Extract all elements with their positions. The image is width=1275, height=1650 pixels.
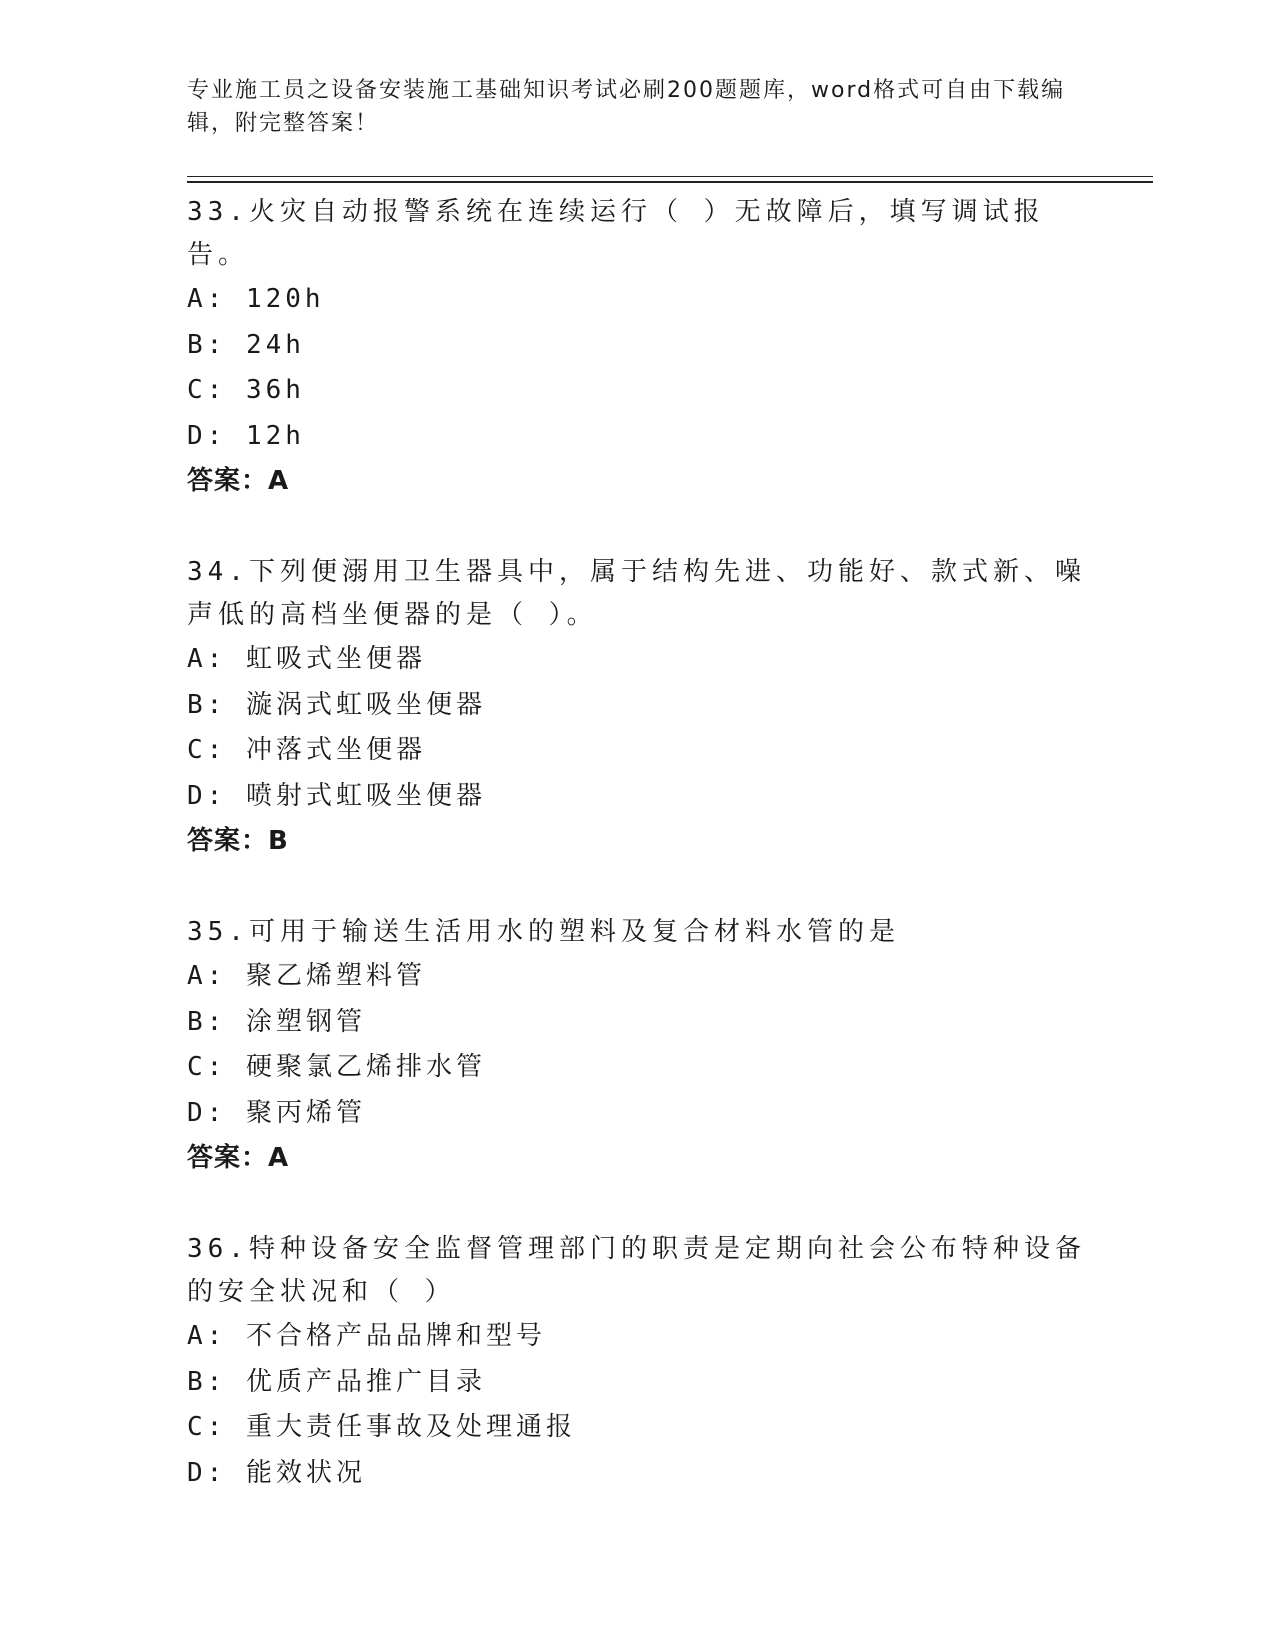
- question-list: [187, 191, 1087, 1496]
- question-35: [187, 911, 1087, 1181]
- answer-line: 答案：A: [187, 466, 290, 496]
- option-d: D: 12h: [187, 420, 305, 451]
- option-b: B: 漩涡式虹吸坐便器: [187, 689, 486, 720]
- option-c: C: 重大责任事故及处理通报: [187, 1412, 576, 1442]
- question-36: [187, 1228, 1087, 1496]
- option-a: A: 聚乙烯塑料管: [187, 961, 426, 991]
- option-a: A: 虹吸式坐便器: [187, 644, 426, 674]
- option-d: D: 喷射式虹吸坐便器: [187, 780, 486, 811]
- option-d: D: 能效状况: [187, 1457, 366, 1488]
- question-stem: 33.火灾自动报警系统在连续运行（ ）无故障后，填写调试报告。: [187, 197, 1045, 270]
- document-header: 专业施工员之设备安装施工基础知识考试必刷200题题库，word格式可自由下载编辑，附完整答案！: [187, 78, 1066, 136]
- header-divider-thin: [187, 176, 1153, 177]
- option-a: A: 不合格产品品牌和型号: [187, 1321, 546, 1351]
- option-b: B: 涂塑钢管: [187, 1006, 366, 1037]
- question-stem: 35.可用于输送生活用水的塑料及复合材料水管的是: [187, 917, 900, 947]
- question-stem: 34.下列便溺用卫生器具中，属于结构先进、功能好、款式新、噪声低的高档坐便器的是（ ）。: [187, 557, 1086, 630]
- option-c: C: 冲落式坐便器: [187, 735, 426, 765]
- question-stem: 36.特种设备安全监督管理部门的职责是定期向社会公布特种设备的安全状况和（ ）: [187, 1234, 1086, 1307]
- option-c: C: 36h: [187, 375, 305, 405]
- option-b: B: 优质产品推广目录: [187, 1366, 486, 1397]
- header-divider-thick: [187, 181, 1153, 183]
- answer-line: 答案：B: [187, 826, 289, 856]
- question-33: [187, 191, 1087, 504]
- question-34: [187, 551, 1087, 864]
- option-c: C: 硬聚氯乙烯排水管: [187, 1052, 486, 1082]
- answer-line: 答案：A: [187, 1143, 290, 1173]
- option-b: B: 24h: [187, 329, 305, 360]
- option-a: A: 120h: [187, 284, 325, 314]
- option-d: D: 聚丙烯管: [187, 1097, 366, 1128]
